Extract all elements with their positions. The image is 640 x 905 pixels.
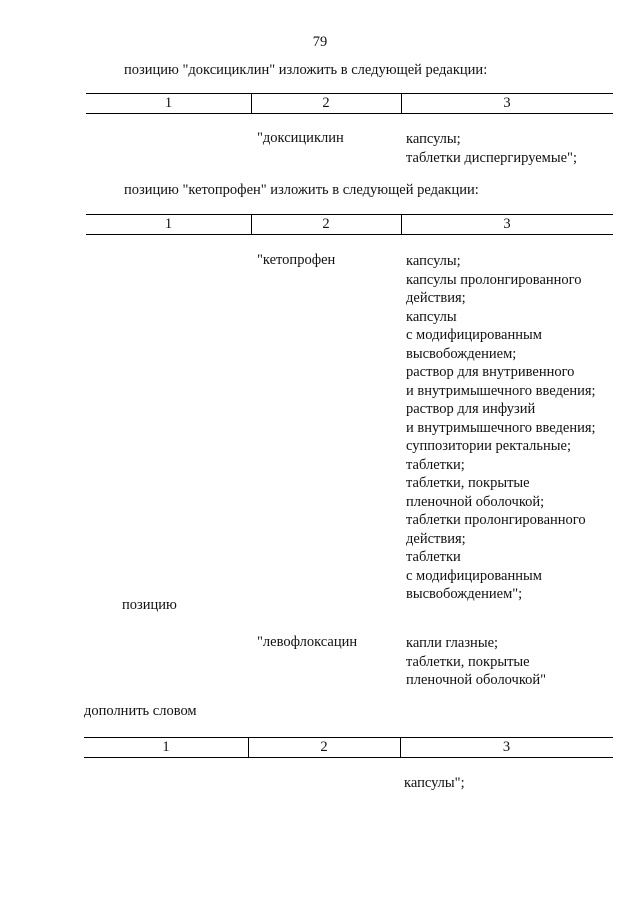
- dosage-form-line: таблетки: [406, 549, 461, 565]
- page-number: 79: [312, 34, 328, 50]
- dosage-form-line: суппозитории ректальные;: [406, 438, 571, 454]
- dosage-form-line: и внутримышечного введения;: [406, 382, 596, 399]
- dosage-form-line: таблетки пролонгированного: [406, 512, 586, 528]
- section-intro-doxycycline: позицию "доксициклин" изложить в следующей редакции:: [124, 62, 488, 78]
- header-col-1: 1: [164, 216, 173, 232]
- dosage-form-line: высвобождением;: [406, 345, 517, 362]
- drug-name-levofloxacin: "левофлоксацин: [257, 634, 358, 650]
- dosage-form-line: высвобождением";: [406, 586, 523, 602]
- dosage-form-line: таблетки диспергируемые";: [406, 149, 577, 166]
- dosage-form-line: пленочной оболочкой": [406, 672, 547, 688]
- dosage-forms-levofloxacin: [406, 634, 546, 690]
- header-col-2: 2: [322, 95, 330, 111]
- header-col-3: 3: [503, 95, 511, 111]
- header-col-1: 1: [162, 739, 170, 755]
- table-header-doxycycline: [86, 93, 613, 114]
- dosage-form-line: капсулы пролонгированного: [406, 271, 582, 288]
- section-intro-ketoprofen: позицию "кетопрофен" изложить в следующей редакции:: [124, 182, 479, 198]
- dosage-form-line: с модифицированным: [406, 327, 542, 343]
- dosage-form-line: действия;: [406, 530, 466, 547]
- header-col-1: 1: [164, 95, 173, 111]
- dosage-form-line: капсулы";: [404, 775, 465, 791]
- header-col-3: 3: [503, 216, 511, 232]
- header-col-3: 3: [502, 739, 511, 755]
- header-col-2: 2: [322, 216, 330, 232]
- header-col-2: 2: [320, 739, 328, 755]
- dosage-forms-supplement: [404, 774, 465, 793]
- dosage-forms-doxycycline: [406, 130, 577, 167]
- dosage-form-line: таблетки, покрытые: [406, 475, 530, 491]
- section-intro-levofloxacin: позицию: [122, 597, 177, 613]
- dosage-form-line: действия;: [406, 290, 466, 306]
- section-intro-supplement: дополнить словом: [84, 703, 197, 719]
- dosage-form-line: капсулы;: [406, 131, 461, 147]
- dosage-form-line: таблетки, покрытые: [406, 653, 530, 670]
- dosage-form-line: раствор для инфузий: [406, 401, 536, 417]
- dosage-forms-ketoprofen: [406, 252, 596, 604]
- dosage-form-line: таблетки;: [406, 456, 465, 473]
- table-header-supplement: [84, 737, 613, 758]
- dosage-form-line: с модифицированным: [406, 567, 542, 584]
- dosage-form-line: пленочной оболочкой;: [406, 493, 545, 510]
- drug-name-doxycycline: "доксициклин: [257, 130, 344, 146]
- dosage-form-line: капсулы: [406, 308, 457, 325]
- dosage-form-line: капсулы;: [406, 253, 461, 269]
- table-header-ketoprofen: [86, 214, 613, 235]
- drug-name-ketoprofen: "кетопрофен: [257, 252, 336, 268]
- dosage-form-line: капли глазные;: [406, 635, 499, 651]
- dosage-form-line: раствор для внутривенного: [406, 364, 575, 380]
- dosage-form-line: и внутримышечного введения;: [406, 419, 596, 436]
